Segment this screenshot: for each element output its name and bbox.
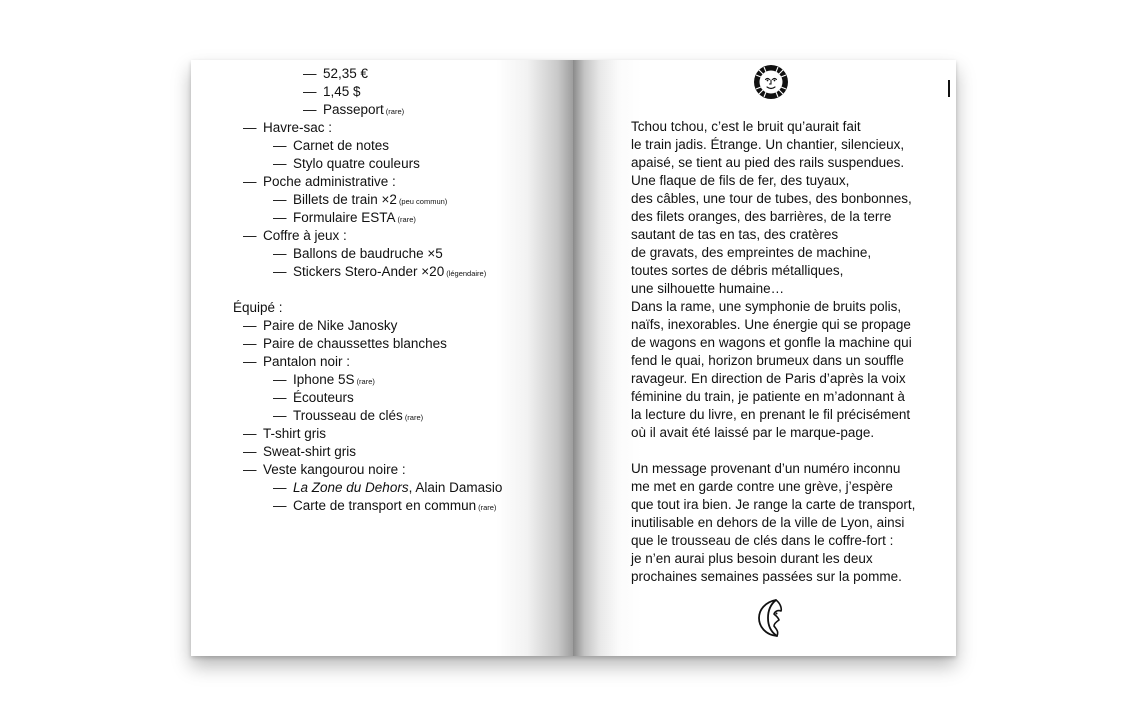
list-dash: — (243, 174, 257, 189)
text-line: la lecture du livre, en prenant le fil précisément (631, 407, 911, 422)
list-item-text: Écouteurs (293, 390, 354, 405)
text-line: que tout ira bien. Je range la carte de transport, (631, 497, 916, 512)
list-item (233, 155, 502, 173)
list-item (233, 227, 502, 245)
list-item-text: Stickers Stero-Ander ×20 (293, 264, 445, 279)
list-item-text: Veste kangourou noire : (263, 462, 406, 477)
list-dash: — (273, 498, 287, 513)
list-item-text: T-shirt gris (263, 426, 327, 441)
paragraph-2 (631, 460, 931, 586)
text-line: inutilisable en dehors de la ville de Lyon, ainsi (631, 515, 905, 530)
rarity-tag: (légendaire) (446, 269, 487, 278)
list-item-text: Paire de Nike Janosky (263, 318, 398, 333)
text-line: prochaines semaines passées sur la pomme. (631, 569, 902, 584)
list-item (233, 443, 502, 461)
text-line: Un message provenant d’un numéro inconnu (631, 461, 901, 476)
list-item-text: 1,45 $ (323, 84, 361, 99)
list-dash: — (273, 480, 287, 495)
text-line: toutes sortes de débris métalliques, (631, 263, 844, 278)
text-line: où il avait été laissé par le marque-page. (631, 425, 875, 440)
rarity-tag: (peu commun) (398, 197, 448, 206)
rarity-tag: (rare) (404, 413, 424, 422)
list-dash: — (273, 264, 287, 279)
open-book (191, 60, 956, 656)
text-line: féminine du train, je patiente en m’adonnant à (631, 389, 905, 404)
list-dash: — (273, 138, 287, 153)
list-item-text: Poche administrative : (263, 174, 396, 189)
rarity-tag: (rare) (397, 215, 416, 224)
list-item-text: Pantalon noir : (263, 354, 351, 369)
paragraph-1 (631, 118, 931, 442)
list-dash: — (303, 66, 317, 81)
list-item-text: Carte de transport en commun (293, 498, 477, 513)
crescent-moon-face-icon (757, 598, 787, 638)
list-item (233, 335, 502, 353)
list-item-text: 52,35 € (323, 66, 369, 81)
text-line: ravageur. En direction de Paris d’après la voix (631, 371, 906, 386)
left-page (191, 60, 573, 656)
list-dash: — (243, 120, 257, 135)
text-line: me met en garde contre une grève, j’espère (631, 479, 893, 494)
list-item (233, 119, 502, 137)
text-line: je n’en aurai plus besoin durant les deux (631, 551, 873, 566)
list-item (233, 407, 502, 425)
list-item-text: Ballons de baudruche ×5 (293, 246, 443, 261)
list-item-text: Coffre à jeux : (263, 228, 347, 243)
list-item (233, 209, 502, 227)
page-edge-marker (948, 80, 950, 97)
list-item-text: Trousseau de clés (293, 408, 403, 423)
list-item (233, 101, 502, 119)
list-item (233, 245, 502, 263)
list-dash: — (273, 408, 287, 423)
list-dash: — (243, 336, 257, 351)
list-dash: — (303, 102, 317, 117)
right-page (573, 60, 956, 656)
list-item-text: Billets de train ×2 (293, 192, 397, 207)
list-dash: — (243, 426, 257, 441)
text-line: que le trousseau de clés dans le coffre-fort : (631, 533, 894, 548)
list-item (233, 389, 502, 407)
body-text (631, 118, 931, 586)
list-item (233, 137, 502, 155)
text-line: des câbles, une tour de tubes, des bonbonnes, (631, 191, 912, 206)
list-item-text: Havre-sac : (263, 120, 333, 135)
list-item (233, 65, 502, 83)
list-item (233, 263, 502, 281)
list-dash: — (303, 84, 317, 99)
list-item-text: Stylo quatre couleurs (293, 156, 420, 171)
text-line: Une flaque de fils de fer, des tuyaux, (631, 173, 850, 188)
rarity-tag: (rare) (356, 377, 375, 386)
rarity-tag: (rare) (478, 503, 497, 512)
list-dash: — (243, 228, 257, 243)
list-dash: — (273, 210, 287, 225)
list-item (233, 191, 502, 209)
list-item (233, 317, 502, 335)
list-item-text: Iphone 5S (293, 372, 355, 387)
list-dash: — (273, 246, 287, 261)
text-line: des filets oranges, des barrières, de la terre (631, 209, 892, 224)
text-line: une silhouette humaine… (631, 281, 785, 296)
text-line: apaisé, se tient au pied des rails suspendues. (631, 155, 905, 170)
text-line: Tchou tchou, c’est le bruit qu’aurait fait (631, 119, 861, 134)
list-dash: — (243, 354, 257, 369)
list-dash: — (273, 390, 287, 405)
list-dash: — (243, 444, 257, 459)
section-title: Équipé : (233, 300, 283, 315)
text-line: fend le quai, horizon brumeux dans un souffle (631, 353, 904, 368)
list-dash: — (273, 192, 287, 207)
text-line: naïfs, inexorables. Une énergie qui se propage (631, 317, 911, 332)
spacer (233, 281, 502, 299)
text-line: sautant de tas en tas, des cratères (631, 227, 839, 242)
list-dash: — (273, 372, 287, 387)
list-item (233, 173, 502, 191)
list-item-text: Passeport (323, 102, 384, 117)
list-item (233, 461, 502, 479)
text-line: de gravats, des empreintes de machine, (631, 245, 872, 260)
list-item (233, 479, 502, 497)
list-item-text: Paire de chaussettes blanches (263, 336, 447, 351)
book-title: La Zone du Dehors (293, 480, 409, 495)
list-item-text: , Alain Damasio (408, 480, 503, 495)
inventory-list (233, 65, 502, 515)
list-dash: — (243, 318, 257, 333)
list-dash: — (273, 156, 287, 171)
sun-face-icon (753, 64, 789, 100)
list-item-text: Formulaire ESTA (293, 210, 396, 225)
list-item-text: Carnet de notes (293, 138, 390, 153)
text-line: Dans la rame, une symphonie de bruits polis, (631, 299, 902, 314)
list-item (233, 353, 502, 371)
list-item (233, 371, 502, 389)
list-dash: — (243, 462, 257, 477)
text-line: de wagons en wagons et gonfle la machine qui (631, 335, 912, 350)
list-item (233, 83, 502, 101)
text-line: le train jadis. Étrange. Un chantier, silencieux, (631, 137, 905, 152)
list-item (233, 497, 502, 515)
rarity-tag: (rare) (385, 107, 405, 116)
list-item-text: Sweat-shirt gris (263, 444, 357, 459)
list-item (233, 425, 502, 443)
